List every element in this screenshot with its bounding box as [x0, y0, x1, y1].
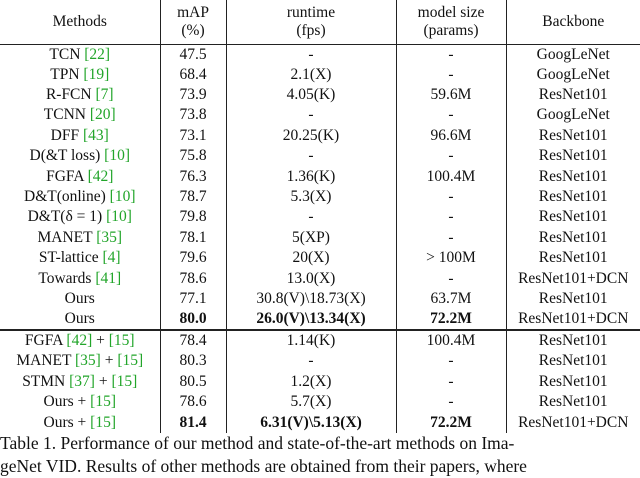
cell-backbone [506, 166, 640, 186]
cell-backbone [506, 351, 640, 371]
cell-runtime [226, 268, 396, 288]
cell-backbone [506, 105, 640, 125]
cell-model-size-value: > 100M [426, 249, 476, 267]
table-row [0, 166, 640, 186]
method-name: TCNN [43, 106, 90, 124]
cell-map [160, 207, 226, 227]
citation-link: [35] [75, 352, 101, 370]
cell-backbone-value: GoogLeNet [536, 65, 610, 83]
cell-model-size-value: 96.6M [430, 126, 472, 144]
table-caption [0, 432, 640, 478]
cell-model-size-value: 100.4M [426, 332, 476, 350]
header-model-size-line1: model size [417, 3, 485, 21]
cell-model-size [396, 44, 506, 65]
cell-model-size [396, 85, 506, 105]
method-name: FGFA [46, 167, 88, 185]
cell-runtime [226, 248, 396, 268]
header-backbone [506, 0, 640, 44]
table-row [0, 330, 640, 351]
citation-link: [15] [90, 393, 116, 411]
cell-map-value: 80.5 [179, 372, 207, 390]
cell-model-size [396, 330, 506, 351]
cell-map-value: 80.0 [179, 310, 207, 328]
cell-backbone [506, 248, 640, 268]
citation-link: [15] [117, 352, 144, 370]
cell-map [160, 65, 226, 85]
table-row [0, 228, 640, 248]
cell-map [160, 330, 226, 351]
cell-model-size [396, 126, 506, 146]
cell-model-size [396, 412, 506, 432]
cell-method [0, 228, 160, 248]
cell-runtime [226, 289, 396, 309]
cell-backbone [506, 187, 640, 207]
citation-link: [41] [95, 269, 122, 287]
cell-map [160, 44, 226, 65]
cell-runtime-value: 1.36(K) [286, 167, 336, 185]
cell-runtime-value: - [308, 106, 314, 124]
cell-model-size [396, 372, 506, 392]
cell-method [0, 207, 160, 227]
table-row [0, 412, 640, 432]
citation-link: [15] [108, 332, 135, 350]
header-runtime-line1: runtime [286, 3, 336, 21]
cell-runtime-value: 1.2(X) [290, 372, 332, 390]
cell-model-size [396, 146, 506, 166]
citation-link: [37] [69, 372, 95, 390]
cell-map [160, 248, 226, 268]
cell-backbone [506, 146, 640, 166]
cell-map-value: 77.1 [179, 289, 207, 307]
cell-runtime-value: - [308, 352, 314, 370]
method-name: D(&T loss) [29, 147, 105, 165]
cell-method [0, 330, 160, 351]
cell-backbone-value: ResNet101 [538, 289, 608, 307]
table-row [0, 207, 640, 227]
cell-method [0, 392, 160, 412]
table-row [0, 309, 640, 330]
citation-link: [19] [83, 65, 110, 83]
table-row [0, 105, 640, 125]
citation-link: [4] [102, 249, 121, 267]
cell-model-size [396, 65, 506, 85]
cell-map-value: 47.5 [179, 45, 207, 63]
table-row [0, 392, 640, 412]
method-name: Towards [38, 269, 96, 287]
cell-backbone [506, 268, 640, 288]
cell-method [0, 289, 160, 309]
table-row [0, 65, 640, 85]
cell-map-value: 73.9 [179, 86, 207, 104]
cell-map [160, 309, 226, 330]
cell-model-size [396, 105, 506, 125]
cell-map-value: 78.1 [179, 228, 207, 246]
cell-method [0, 126, 160, 146]
method-name: Ours [43, 393, 74, 411]
cell-model-size-value: 72.2M [430, 310, 472, 328]
cell-model-size-value: - [448, 208, 454, 226]
cell-map [160, 85, 226, 105]
citation-link: [10] [106, 208, 132, 226]
citation-link: [43] [82, 126, 109, 144]
cell-runtime [226, 372, 396, 392]
header-runtime [226, 0, 396, 44]
cell-runtime-value: 30.8(V)\18.73(X) [256, 289, 366, 307]
method-plus: + [94, 372, 112, 390]
cell-runtime [226, 207, 396, 227]
table-row [0, 268, 640, 288]
cell-runtime-value: - [308, 45, 314, 63]
cell-backbone-value: GoogLeNet [536, 106, 610, 124]
cell-model-size-value: - [448, 352, 454, 370]
cell-runtime-value: 5.3(X) [290, 188, 332, 206]
cell-backbone-value: ResNet101 [538, 352, 608, 370]
cell-method [0, 187, 160, 207]
cell-backbone-value: ResNet101+DCN [518, 310, 629, 328]
cell-method [0, 412, 160, 432]
cell-backbone-value: ResNet101+DCN [518, 269, 629, 287]
cell-runtime [226, 309, 396, 330]
cell-model-size-value: - [448, 147, 454, 165]
table-row [0, 85, 640, 105]
table-row [0, 146, 640, 166]
cell-map-value: 78.7 [179, 188, 207, 206]
cell-backbone-value: ResNet101 [538, 188, 608, 206]
cell-model-size-value: - [448, 188, 454, 206]
cell-backbone-value: ResNet101 [538, 167, 608, 185]
header-methods-text: Methods [52, 12, 107, 30]
cell-model-size-value: - [448, 106, 454, 124]
cell-map-value: 75.8 [179, 147, 207, 165]
cell-backbone [506, 372, 640, 392]
cell-backbone [506, 85, 640, 105]
method-name: TCN [49, 45, 85, 63]
header-map-line1: mAP [177, 3, 209, 21]
header-map [160, 0, 226, 44]
cell-method [0, 166, 160, 186]
cell-map [160, 146, 226, 166]
header-map-line2: (%) [181, 21, 205, 39]
cell-map-value: 78.6 [179, 393, 207, 411]
cell-method [0, 146, 160, 166]
cell-model-size [396, 248, 506, 268]
cell-model-size [396, 351, 506, 371]
citation-link: [10] [104, 147, 130, 165]
cell-method [0, 351, 160, 371]
citation-link: [10] [109, 188, 136, 206]
table-row [0, 372, 640, 392]
cell-runtime-value: 5(XP) [292, 228, 330, 246]
cell-runtime-value: 5.7(X) [290, 393, 332, 411]
cell-runtime [226, 126, 396, 146]
cell-backbone [506, 289, 640, 309]
cell-map [160, 126, 226, 146]
table-row [0, 248, 640, 268]
cell-model-size-value: - [448, 393, 454, 411]
method-plus: + [73, 393, 91, 411]
cell-runtime-value: 4.05(K) [286, 86, 336, 104]
cell-backbone-value: ResNet101 [538, 372, 608, 390]
cell-map-value: 80.3 [179, 352, 207, 370]
cell-backbone [506, 207, 640, 227]
cell-backbone-value: ResNet101 [538, 208, 608, 226]
cell-model-size-value: - [448, 269, 454, 287]
cell-runtime-value: - [308, 147, 314, 165]
method-plus: + [92, 332, 109, 350]
cell-backbone [506, 228, 640, 248]
cell-map-value: 81.4 [179, 413, 207, 431]
citation-link: [7] [95, 86, 114, 104]
method-name: MANET [37, 228, 97, 246]
cell-backbone-value: ResNet101 [538, 393, 608, 411]
caption-line-1: Table 1. Performance of our method and state-of-the-art methods on Ima- [0, 433, 515, 453]
cell-method [0, 372, 160, 392]
cell-map [160, 166, 226, 186]
cell-model-size-value: - [448, 65, 454, 83]
table-row [0, 44, 640, 65]
table-group-1 [0, 44, 640, 330]
cell-runtime-value: 1.14(K) [286, 332, 336, 350]
citation-link: [35] [96, 228, 123, 246]
cell-map-value: 79.6 [179, 249, 207, 267]
cell-runtime-value: 26.0(V)\13.34(X) [256, 310, 366, 328]
cell-map [160, 351, 226, 371]
citation-link: [15] [111, 372, 138, 390]
cell-method [0, 65, 160, 85]
cell-runtime [226, 228, 396, 248]
cell-model-size [396, 228, 506, 248]
cell-map-value: 68.4 [179, 65, 207, 83]
cell-backbone [506, 392, 640, 412]
cell-method [0, 248, 160, 268]
header-backbone-text: Backbone [542, 12, 605, 30]
cell-model-size-value: 72.2M [430, 413, 472, 431]
cell-runtime-value: 2.1(X) [290, 65, 332, 83]
cell-map [160, 268, 226, 288]
cell-map-value: 73.1 [179, 126, 207, 144]
cell-model-size [396, 166, 506, 186]
cell-backbone [506, 65, 640, 85]
cell-model-size-value: 59.6M [430, 86, 472, 104]
cell-backbone [506, 44, 640, 65]
cell-model-size-value: - [448, 45, 454, 63]
cell-runtime [226, 412, 396, 432]
cell-runtime-value: 13.0(X) [286, 269, 336, 287]
cell-model-size [396, 309, 506, 330]
method-name: R-FCN [45, 86, 96, 104]
method-name: MANET [16, 352, 76, 370]
header-model-size-line2: (params) [423, 21, 479, 39]
method-name: DFF [50, 126, 83, 144]
cell-runtime-value: 20.25(K) [282, 126, 340, 144]
caption-line-2: geNet VID. Results of other methods are obtained from their papers, where [0, 456, 527, 476]
cell-runtime [226, 166, 396, 186]
cell-backbone [506, 330, 640, 351]
cell-backbone [506, 309, 640, 330]
method-plus: + [100, 352, 118, 370]
cell-backbone-value: ResNet101 [538, 86, 608, 104]
cell-runtime-value: 6.31(V)\5.13(X) [260, 413, 362, 431]
cell-runtime [226, 65, 396, 85]
header-model-size [396, 0, 506, 44]
cell-backbone-value: ResNet101+DCN [518, 413, 629, 431]
header-methods [0, 0, 160, 44]
cell-runtime [226, 85, 396, 105]
cell-map [160, 392, 226, 412]
method-name: Ours [43, 413, 74, 431]
cell-method [0, 268, 160, 288]
cell-backbone-value: GoogLeNet [536, 45, 610, 63]
cell-model-size [396, 187, 506, 207]
cell-model-size [396, 392, 506, 412]
cell-model-size-value: - [448, 372, 454, 390]
cell-map [160, 105, 226, 125]
method-name: FGFA [24, 332, 67, 350]
cell-runtime [226, 187, 396, 207]
table-row [0, 126, 640, 146]
cell-map-value: 78.6 [179, 269, 207, 287]
table-row [0, 289, 640, 309]
cell-runtime [226, 392, 396, 412]
cell-backbone-value: ResNet101 [538, 228, 608, 246]
cell-map-value: 76.3 [179, 167, 207, 185]
method-name: ST-lattice [38, 249, 103, 267]
cell-backbone-value: ResNet101 [538, 147, 608, 165]
table-header-row [0, 0, 640, 44]
cell-backbone-value: ResNet101 [538, 332, 608, 350]
method-name: STMN [22, 372, 70, 390]
cell-runtime-value: - [308, 208, 314, 226]
method-plus: + [73, 413, 91, 431]
cell-map [160, 289, 226, 309]
cell-backbone [506, 412, 640, 432]
cell-map-value: 73.8 [179, 106, 207, 124]
header-runtime-line2: (fps) [296, 21, 326, 39]
cell-map-value: 79.8 [179, 208, 207, 226]
citation-link: [22] [84, 45, 111, 63]
cell-model-size-value: 63.7M [430, 289, 472, 307]
cell-method [0, 85, 160, 105]
cell-runtime [226, 44, 396, 65]
method-name: Ours [64, 289, 95, 307]
table-group-2 [0, 330, 640, 433]
cell-map [160, 228, 226, 248]
cell-method [0, 105, 160, 125]
cell-backbone [506, 126, 640, 146]
citation-link: [15] [90, 413, 116, 431]
method-name: Ours [64, 310, 95, 328]
cell-map [160, 412, 226, 432]
method-name: D&T(online) [24, 188, 110, 206]
cell-model-size [396, 207, 506, 227]
cell-model-size-value: - [448, 228, 454, 246]
cell-runtime [226, 146, 396, 166]
cell-runtime [226, 330, 396, 351]
cell-method [0, 44, 160, 65]
cell-map-value: 78.4 [179, 332, 207, 350]
cell-backbone-value: ResNet101 [538, 126, 608, 144]
citation-link: [42] [87, 167, 114, 185]
cell-runtime [226, 351, 396, 371]
cell-runtime-value: 20(X) [292, 249, 330, 267]
table-row [0, 187, 640, 207]
cell-model-size [396, 289, 506, 309]
cell-method [0, 309, 160, 330]
citation-link: [42] [66, 332, 93, 350]
table-row [0, 351, 640, 371]
cell-map [160, 372, 226, 392]
method-name: TPN [50, 65, 84, 83]
cell-model-size [396, 268, 506, 288]
cell-model-size-value: 100.4M [426, 167, 476, 185]
cell-runtime [226, 105, 396, 125]
method-name: D&T(δ = 1) [27, 208, 107, 226]
cell-backbone-value: ResNet101 [538, 249, 608, 267]
citation-link: [20] [89, 106, 116, 124]
cell-map [160, 187, 226, 207]
